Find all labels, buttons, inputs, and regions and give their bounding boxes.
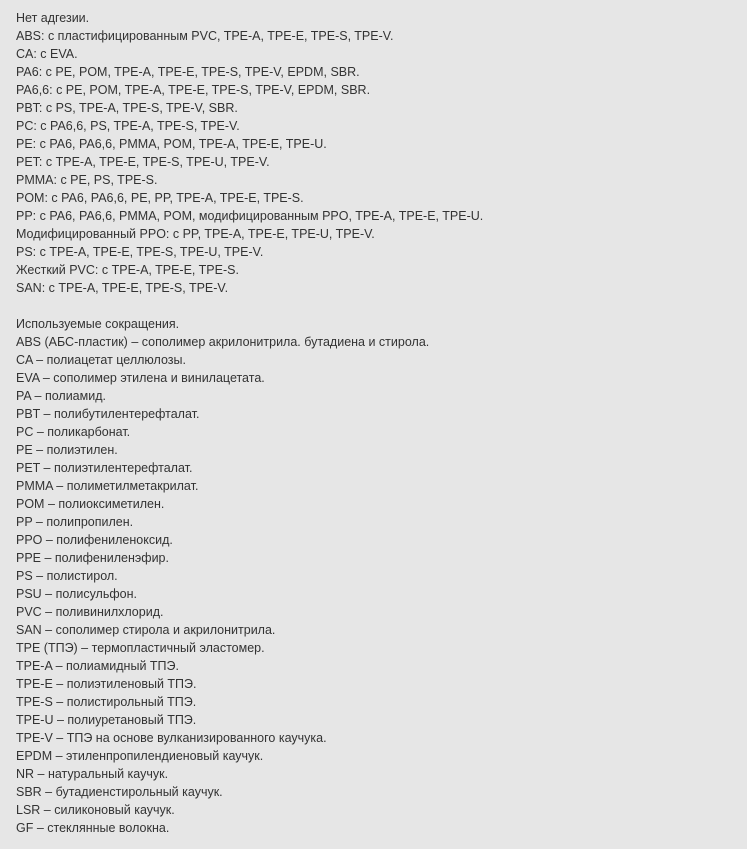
abbreviation-line: PS – полистирол. bbox=[16, 569, 118, 583]
abbreviation-line: PBT – полибутилентерефталат. bbox=[16, 407, 200, 421]
abbreviation-line: SAN – сополимер стирола и акрилонитрила. bbox=[16, 623, 276, 637]
adhesion-line: PP: с PA6, PA6,6, PMMA, POM, модифицированным PPO, TPE-A, TPE-E, TPE-U. bbox=[16, 209, 484, 223]
abbreviation-line: PP – полипропилен. bbox=[16, 515, 134, 529]
section-spacer bbox=[16, 297, 747, 315]
abbreviation-line: TPE-U – полиуретановый ТПЭ. bbox=[16, 713, 197, 727]
adhesion-line: ABS: с пластифицированным PVC, TPE-A, TPE-E, TPE-S, TPE-V. bbox=[16, 29, 394, 43]
abbreviation-line: GF – стеклянные волокна. bbox=[16, 821, 170, 835]
adhesion-line: PMMA: с PE, PS, TPE-S. bbox=[16, 173, 158, 187]
abbreviation-line: PPE – полифениленэфир. bbox=[16, 551, 169, 565]
adhesion-list bbox=[16, 27, 747, 297]
abbreviations-heading: Используемые сокращения. bbox=[16, 317, 180, 331]
abbreviation-line: TPE (ТПЭ) – термопластичный эластомер. bbox=[16, 641, 265, 655]
abbreviation-line: POM – полиоксиметилен. bbox=[16, 497, 165, 511]
abbreviation-line: TPE-E – полиэтиленовый ТПЭ. bbox=[16, 677, 197, 691]
adhesion-line: CA: с EVA. bbox=[16, 47, 78, 61]
adhesion-line: Модифицированный PPO: с PP, TPE-A, TPE-E, TPE-U, TPE-V. bbox=[16, 227, 375, 241]
adhesion-line: PS: с TPE-A, TPE-E, TPE-S, TPE-U, TPE-V. bbox=[16, 245, 264, 259]
abbreviations-list bbox=[16, 333, 747, 837]
adhesion-line: SAN: с TPE-A, TPE-E, TPE-S, TPE-V. bbox=[16, 281, 229, 295]
abbreviation-line: PSU – полисульфон. bbox=[16, 587, 137, 601]
adhesion-line: PE: с PA6, PA6,6, PMMA, POM, TPE-A, TPE-E, TPE-U. bbox=[16, 137, 327, 151]
adhesion-line: PET: с TPE-A, TPE-E, TPE-S, TPE-U, TPE-V. bbox=[16, 155, 270, 169]
abbreviations-section bbox=[16, 315, 747, 837]
abbreviation-line: EVA – сополимер этилена и винилацетата. bbox=[16, 371, 265, 385]
abbreviation-line: LSR – силиконовый каучук. bbox=[16, 803, 175, 817]
adhesion-line: PBT: с PS, TPE-A, TPE-S, TPE-V, SBR. bbox=[16, 101, 238, 115]
adhesion-heading: Нет адгезии. bbox=[16, 11, 90, 25]
abbreviation-line: CA – полиацетат целлюлозы. bbox=[16, 353, 186, 367]
abbreviation-line: TPE-V – ТПЭ на основе вулканизированного каучука. bbox=[16, 731, 327, 745]
adhesion-line: Жесткий PVC: с TPE-A, TPE-E, TPE-S. bbox=[16, 263, 239, 277]
abbreviation-line: PET – полиэтилентерефталат. bbox=[16, 461, 193, 475]
abbreviation-line: PC – поликарбонат. bbox=[16, 425, 131, 439]
abbreviation-line: TPE-S – полистирольный ТПЭ. bbox=[16, 695, 197, 709]
adhesion-section bbox=[16, 9, 747, 297]
abbreviation-line: PMMA – полиметилметакрилат. bbox=[16, 479, 199, 493]
adhesion-line: POM: с PA6, PA6,6, PE, PP, TPE-A, TPE-E, TPE-S. bbox=[16, 191, 304, 205]
adhesion-line: PA6: с PE, POM, TPE-A, TPE-E, TPE-S, TPE-V, EPDM, SBR. bbox=[16, 65, 360, 79]
abbreviation-line: NR – натуральный каучук. bbox=[16, 767, 169, 781]
adhesion-line: PC: с PA6,6, PS, TPE-A, TPE-S, TPE-V. bbox=[16, 119, 240, 133]
abbreviation-line: PE – полиэтилен. bbox=[16, 443, 118, 457]
abbreviation-line: PPO – полифениленоксид. bbox=[16, 533, 173, 547]
abbreviation-line: TPE-A – полиамидный ТПЭ. bbox=[16, 659, 179, 673]
adhesion-line: PA6,6: с PE, POM, TPE-A, TPE-E, TPE-S, TPE-V, EPDM, SBR. bbox=[16, 83, 371, 97]
abbreviation-line: SBR – бутадиенстирольный каучук. bbox=[16, 785, 223, 799]
abbreviation-line: PVC – поливинилхлорид. bbox=[16, 605, 164, 619]
abbreviation-line: EPDM – этиленпропилендиеновый каучук. bbox=[16, 749, 264, 763]
abbreviation-line: PA – полиамид. bbox=[16, 389, 106, 403]
abbreviation-line: ABS (АБС-пластик) – сополимер акрилонитрила. бутадиена и стирола. bbox=[16, 335, 430, 349]
